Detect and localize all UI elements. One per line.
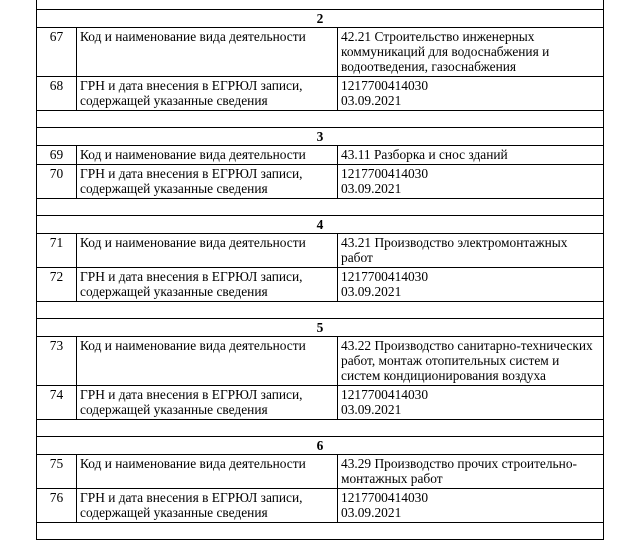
egrul-activities-table xyxy=(36,0,604,540)
row-value-text: 43.21 Производство электромонтажных работ xyxy=(341,235,568,265)
row-value xyxy=(338,337,604,386)
row-label xyxy=(77,337,338,386)
table-row xyxy=(37,386,604,420)
section-number: 4 xyxy=(37,216,604,234)
section-spacer xyxy=(37,523,604,540)
row-value-text: 43.22 Производство санитарно-технических работ, монтаж отопительных систем и систем кондиционирования воздуха xyxy=(341,338,593,383)
row-value xyxy=(338,28,604,77)
row-value xyxy=(338,234,604,268)
row-label xyxy=(77,165,338,199)
row-number: 76 xyxy=(37,489,77,523)
row-label xyxy=(77,386,338,420)
row-value xyxy=(338,386,604,420)
row-value xyxy=(338,77,604,111)
table-row xyxy=(37,268,604,302)
section-header xyxy=(37,437,604,455)
row-label xyxy=(77,455,338,489)
section-number: 5 xyxy=(37,319,604,337)
table-row xyxy=(37,146,604,165)
row-value-text: 1217700414030 03.09.2021 xyxy=(341,166,429,196)
row-number: 68 xyxy=(37,77,77,111)
row-number: 70 xyxy=(37,165,77,199)
row-value-text: 1217700414030 03.09.2021 xyxy=(341,269,429,299)
row-value-text: 1217700414030 03.09.2021 xyxy=(341,387,429,417)
row-value xyxy=(338,165,604,199)
row-label-text: ГРН и дата внесения в ЕГРЮЛ записи, содержащей указанные сведения xyxy=(80,490,303,520)
row-label-text: Код и наименование вида деятельности xyxy=(80,235,306,250)
section-spacer xyxy=(37,199,604,216)
table-row xyxy=(37,28,604,77)
table-row xyxy=(37,77,604,111)
section-number: 3 xyxy=(37,128,604,146)
section-spacer xyxy=(37,302,604,319)
table-row xyxy=(37,337,604,386)
row-label xyxy=(77,28,338,77)
row-label xyxy=(77,489,338,523)
table-row xyxy=(37,489,604,523)
section-number: 2 xyxy=(37,10,604,28)
row-value-text: 1217700414030 03.09.2021 xyxy=(341,490,429,520)
row-label-text: ГРН и дата внесения в ЕГРЮЛ записи, содержащей указанные сведения xyxy=(80,78,303,108)
row-label-text: ГРН и дата внесения в ЕГРЮЛ записи, содержащей указанные сведения xyxy=(80,166,303,196)
row-number: 75 xyxy=(37,455,77,489)
row-value-text: 42.21 Строительство инженерных коммуникаций для водоснабжения и водоотведения, газоснабжения xyxy=(341,29,550,74)
row-number: 72 xyxy=(37,268,77,302)
row-value xyxy=(338,489,604,523)
row-label-text: Код и наименование вида деятельности xyxy=(80,29,306,44)
row-label-text: Код и наименование вида деятельности xyxy=(80,338,306,353)
row-number: 69 xyxy=(37,146,77,165)
row-number: 67 xyxy=(37,28,77,77)
row-value-text: 1217700414030 03.09.2021 xyxy=(341,78,429,108)
table-row xyxy=(37,455,604,489)
row-value xyxy=(338,455,604,489)
table-row xyxy=(37,234,604,268)
section-spacer xyxy=(37,111,604,128)
row-number: 74 xyxy=(37,386,77,420)
row-label-text: Код и наименование вида деятельности xyxy=(80,456,306,471)
row-value xyxy=(338,146,604,165)
section-header xyxy=(37,216,604,234)
table-top-spacer xyxy=(37,0,604,10)
section-header xyxy=(37,10,604,28)
row-number: 71 xyxy=(37,234,77,268)
row-value-text: 43.11 Разборка и снос зданий xyxy=(341,147,508,162)
row-label xyxy=(77,77,338,111)
row-label xyxy=(77,234,338,268)
row-value xyxy=(338,268,604,302)
row-label-text: Код и наименование вида деятельности xyxy=(80,147,306,162)
row-label-text: ГРН и дата внесения в ЕГРЮЛ записи, содержащей указанные сведения xyxy=(80,387,303,417)
row-label-text: ГРН и дата внесения в ЕГРЮЛ записи, содержащей указанные сведения xyxy=(80,269,303,299)
section-header xyxy=(37,319,604,337)
section-number: 6 xyxy=(37,437,604,455)
section-spacer xyxy=(37,420,604,437)
section-header xyxy=(37,128,604,146)
table-row xyxy=(37,165,604,199)
row-value-text: 43.29 Производство прочих строительно- монтажных работ xyxy=(341,456,577,486)
row-label xyxy=(77,146,338,165)
row-label xyxy=(77,268,338,302)
row-number: 73 xyxy=(37,337,77,386)
